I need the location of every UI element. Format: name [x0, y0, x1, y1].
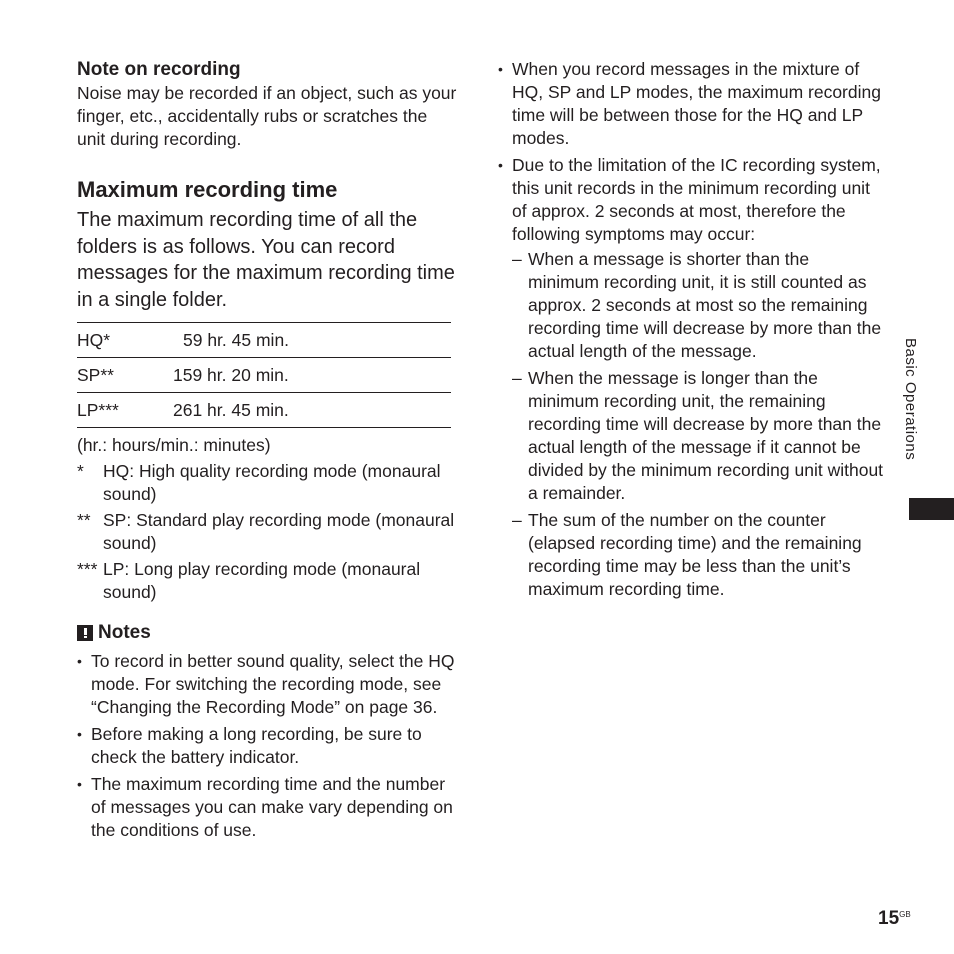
- footnote-text: HQ: High quality recording mode (monaural sound): [103, 461, 441, 504]
- time-cell: 59 hr. 45 min.: [183, 329, 290, 350]
- note-item-text: The maximum recording time and the number of messages you can make vary depending on the conditions of use.: [91, 774, 453, 840]
- bullet-icon: •: [77, 776, 82, 792]
- units-legend: (hr.: hours/min.: minutes): [77, 435, 271, 455]
- list-item: [77, 723, 457, 769]
- notes-heading-label: Notes: [98, 622, 151, 643]
- list-item: [512, 367, 884, 505]
- note-text: Noise may be recorded if an object, such as your finger, etc., accidentally rubs or scratches the unit during recording.: [77, 83, 457, 149]
- list-item: [77, 650, 457, 719]
- list-item: [498, 58, 884, 150]
- list-item: [498, 154, 884, 605]
- side-tab-label: Basic Operations: [902, 338, 919, 461]
- dash-icon: –: [512, 510, 522, 530]
- bullet-icon: •: [77, 726, 82, 742]
- notes-list: [77, 650, 457, 842]
- note-item-text: To record in better sound quality, select the HQ mode. For switching the recording mode, see “Changing the Recording Mode” on page 36.: [91, 651, 455, 717]
- table-row: [77, 393, 451, 428]
- side-tab-marker: [909, 498, 954, 520]
- recording-time-table: [77, 322, 451, 428]
- page-number: [878, 908, 911, 930]
- list-item: [512, 248, 884, 363]
- symptom-text: The sum of the number on the counter (elapsed recording time) and the remaining recording time may be less than the unit’s maximum recording time.: [528, 510, 862, 599]
- table-row: [77, 323, 451, 358]
- list-item: [512, 509, 884, 601]
- mode-cell: LP***: [77, 399, 119, 420]
- footnote-text: LP: Long play recording mode (monaural sound): [103, 559, 421, 602]
- symptom-text: When a message is shorter than the minimum recording unit, it is still counted as approx. 2 seconds at most so the remaining recording time will decrease by more than the actual length of the message.: [528, 249, 882, 361]
- footnote-mark: ***: [77, 559, 98, 579]
- footnote-mark: *: [77, 461, 84, 481]
- notes-icon: [77, 625, 93, 641]
- footnote-mark: **: [77, 510, 91, 530]
- time-cell: 159 hr. 20 min.: [173, 364, 289, 385]
- note-item-text: Before making a long recording, be sure to check the battery indicator.: [91, 724, 422, 767]
- time-cell: 261 hr. 45 min.: [173, 399, 289, 420]
- footnote-item: [77, 509, 457, 555]
- mode-cell: SP**: [77, 364, 114, 385]
- bullet-icon: •: [498, 61, 503, 77]
- lead-text: The maximum recording time of all the folders is as follows. You can record messages for the maximum recording time in a single folder.: [77, 209, 455, 311]
- footnotes-list: [77, 460, 457, 604]
- symptom-text: When the message is longer than the minimum recording unit, the remaining recording time will decrease by more than the actual length of the message if it cannot be divided by the minimum recording unit without a remainder.: [528, 368, 884, 503]
- dash-icon: –: [512, 249, 522, 269]
- bullet-icon: •: [77, 653, 82, 669]
- notes-continued-list: [498, 58, 884, 605]
- mode-cell: HQ*: [77, 329, 111, 350]
- page-region: GB: [899, 910, 911, 919]
- footnote-item: [77, 558, 457, 604]
- notes-heading: [77, 620, 457, 646]
- list-item: [77, 773, 457, 842]
- note-item-text: When you record messages in the mixture of HQ, SP and LP modes, the maximum recording time will be between those for the HQ and LP modes.: [512, 59, 881, 148]
- note-item-text: Due to the limitation of the IC recording system, this unit records in the minimum recording unit of approx. 2 seconds at most, therefore the following symptoms may occur:: [512, 155, 881, 244]
- symptoms-list: [512, 248, 884, 601]
- dash-icon: –: [512, 368, 522, 388]
- bullet-icon: •: [498, 157, 503, 173]
- page-number-value: 15: [878, 908, 900, 929]
- note-heading: Note on recording: [77, 59, 241, 80]
- footnote-item: [77, 460, 457, 506]
- left-column: [77, 58, 457, 846]
- table-row: [77, 358, 451, 393]
- section-heading: Maximum recording time: [77, 177, 338, 202]
- footnote-text: SP: Standard play recording mode (monaural sound): [103, 510, 455, 553]
- right-column: [498, 58, 884, 609]
